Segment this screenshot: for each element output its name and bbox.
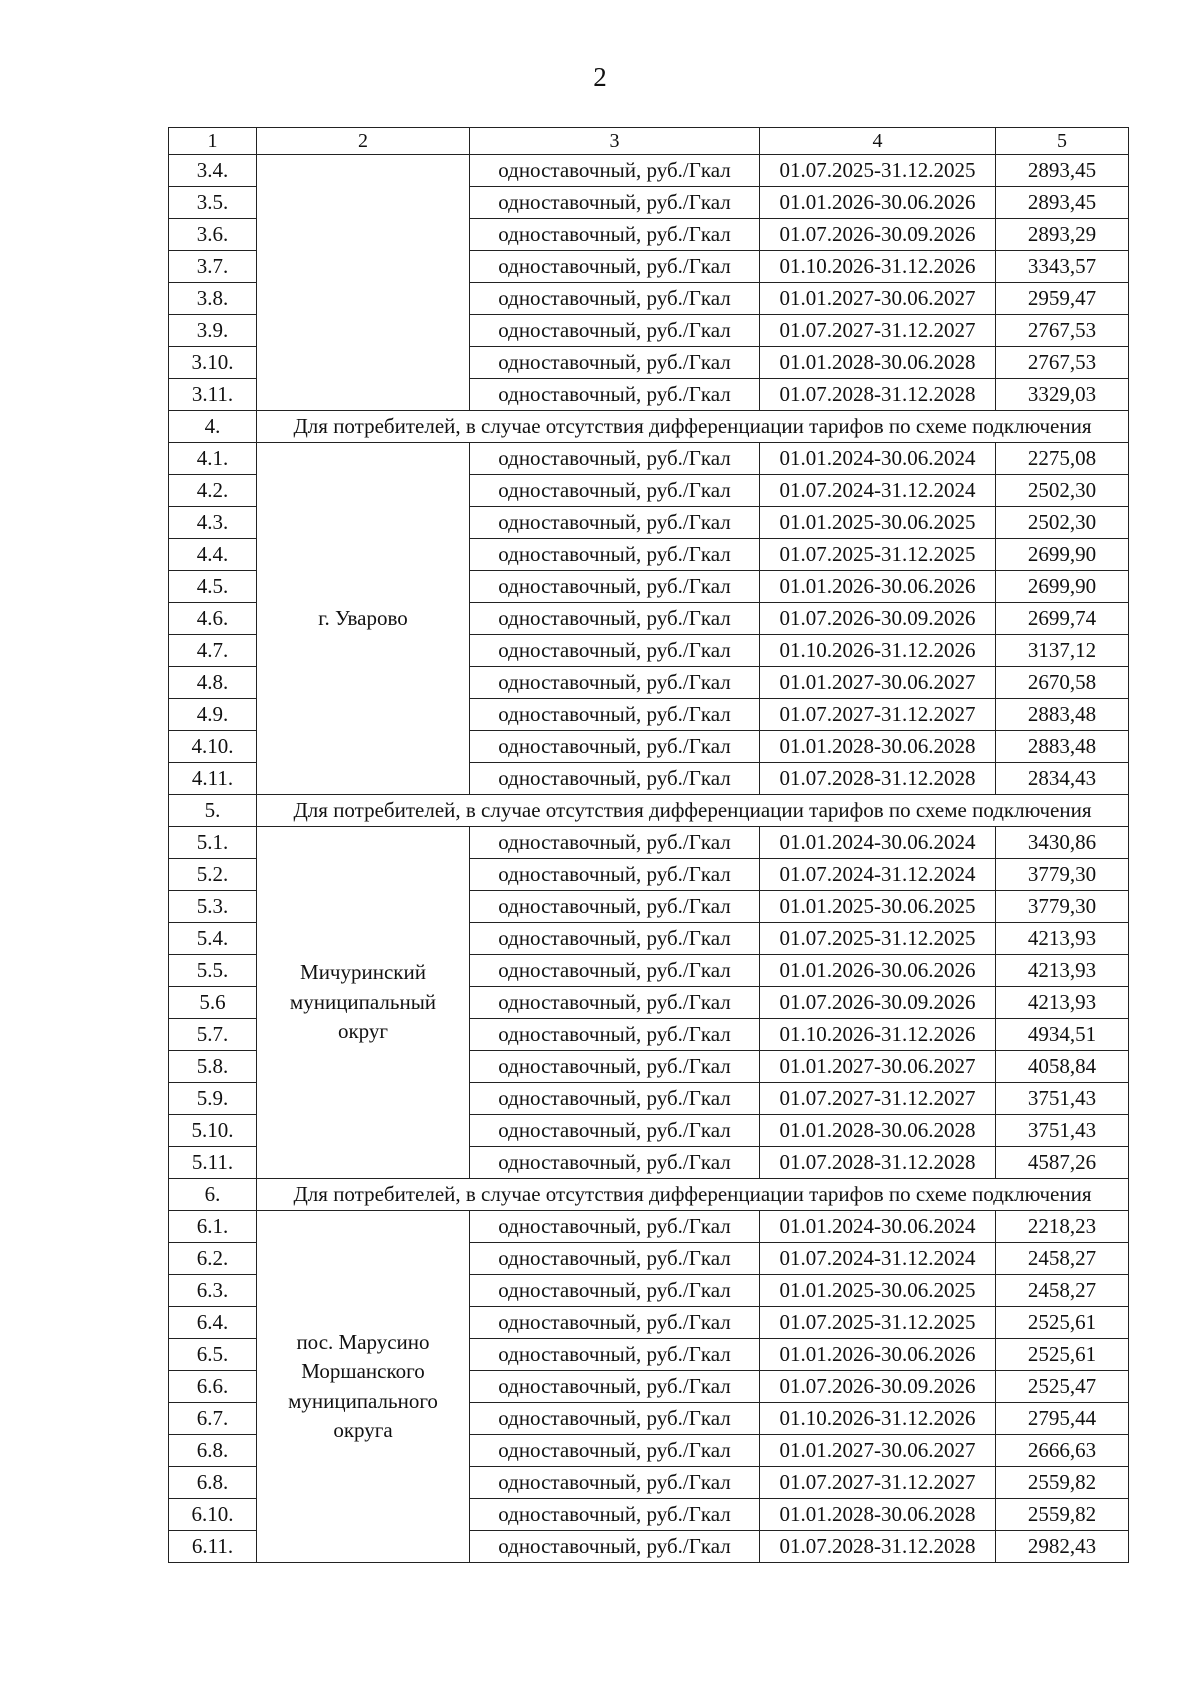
validity-period: 01.10.2026-31.12.2026 bbox=[760, 635, 996, 667]
validity-period: 01.01.2024-30.06.2024 bbox=[760, 1211, 996, 1243]
validity-period: 01.01.2027-30.06.2027 bbox=[760, 667, 996, 699]
validity-period: 01.01.2028-30.06.2028 bbox=[760, 347, 996, 379]
rate-type: одноставочный, руб./Гкал bbox=[470, 1051, 760, 1083]
validity-period: 01.01.2025-30.06.2025 bbox=[760, 891, 996, 923]
tariff-value: 3137,12 bbox=[996, 635, 1129, 667]
section-header-row bbox=[169, 1179, 1129, 1211]
page-number: 2 bbox=[593, 62, 607, 92]
section-number: 5. bbox=[169, 795, 257, 827]
tariff-value: 2525,61 bbox=[996, 1339, 1129, 1371]
validity-period: 01.07.2028-31.12.2028 bbox=[760, 1147, 996, 1179]
row-number: 4.5. bbox=[169, 571, 257, 603]
tariff-value: 2502,30 bbox=[996, 475, 1129, 507]
tariff-value: 3751,43 bbox=[996, 1115, 1129, 1147]
tariff-value: 2893,45 bbox=[996, 187, 1129, 219]
rate-type: одноставочный, руб./Гкал bbox=[470, 891, 760, 923]
place-name: Мичуринский муниципальный округ bbox=[257, 827, 470, 1179]
tariff-value: 2767,53 bbox=[996, 315, 1129, 347]
row-number: 4.11. bbox=[169, 763, 257, 795]
validity-period: 01.07.2026-30.09.2026 bbox=[760, 987, 996, 1019]
rate-type: одноставочный, руб./Гкал bbox=[470, 1403, 760, 1435]
tariff-value: 3751,43 bbox=[996, 1083, 1129, 1115]
rate-type: одноставочный, руб./Гкал bbox=[470, 1435, 760, 1467]
row-number: 6.6. bbox=[169, 1371, 257, 1403]
row-number: 6.3. bbox=[169, 1275, 257, 1307]
tariff-value: 2458,27 bbox=[996, 1243, 1129, 1275]
section-description: Для потребителей, в случае отсутствия дифференциации тарифов по схеме подключения bbox=[257, 411, 1129, 443]
validity-period: 01.07.2027-31.12.2027 bbox=[760, 1467, 996, 1499]
validity-period: 01.01.2025-30.06.2025 bbox=[760, 1275, 996, 1307]
tariff-value: 2795,44 bbox=[996, 1403, 1129, 1435]
rate-type: одноставочный, руб./Гкал bbox=[470, 1307, 760, 1339]
rate-type: одноставочный, руб./Гкал bbox=[470, 859, 760, 891]
validity-period: 01.07.2025-31.12.2025 bbox=[760, 1307, 996, 1339]
rate-type: одноставочный, руб./Гкал bbox=[470, 763, 760, 795]
section-description: Для потребителей, в случае отсутствия дифференциации тарифов по схеме подключения bbox=[257, 1179, 1129, 1211]
tariff-value: 2699,74 bbox=[996, 603, 1129, 635]
row-number: 4.6. bbox=[169, 603, 257, 635]
column-number: 3 bbox=[470, 128, 760, 155]
tariff-value: 4213,93 bbox=[996, 955, 1129, 987]
row-number: 5.3. bbox=[169, 891, 257, 923]
validity-period: 01.07.2026-30.09.2026 bbox=[760, 1371, 996, 1403]
row-number: 5.7. bbox=[169, 1019, 257, 1051]
validity-period: 01.10.2026-31.12.2026 bbox=[760, 251, 996, 283]
row-number: 5.4. bbox=[169, 923, 257, 955]
validity-period: 01.07.2027-31.12.2027 bbox=[760, 699, 996, 731]
column-number-row bbox=[169, 128, 1129, 155]
validity-period: 01.01.2027-30.06.2027 bbox=[760, 1435, 996, 1467]
rate-type: одноставочный, руб./Гкал bbox=[470, 1275, 760, 1307]
validity-period: 01.01.2026-30.06.2026 bbox=[760, 187, 996, 219]
validity-period: 01.01.2028-30.06.2028 bbox=[760, 1115, 996, 1147]
tariff-value: 2893,45 bbox=[996, 155, 1129, 187]
validity-period: 01.07.2028-31.12.2028 bbox=[760, 763, 996, 795]
validity-period: 01.07.2025-31.12.2025 bbox=[760, 923, 996, 955]
tariff-value: 2883,48 bbox=[996, 731, 1129, 763]
section-header-row bbox=[169, 411, 1129, 443]
rate-type: одноставочный, руб./Гкал bbox=[470, 699, 760, 731]
column-number: 5 bbox=[996, 128, 1129, 155]
row-number: 3.6. bbox=[169, 219, 257, 251]
tariff-value: 2525,61 bbox=[996, 1307, 1129, 1339]
validity-period: 01.07.2024-31.12.2024 bbox=[760, 1243, 996, 1275]
rate-type: одноставочный, руб./Гкал bbox=[470, 443, 760, 475]
rate-type: одноставочный, руб./Гкал bbox=[470, 539, 760, 571]
tariff-value: 2559,82 bbox=[996, 1499, 1129, 1531]
row-number: 4.2. bbox=[169, 475, 257, 507]
validity-period: 01.07.2024-31.12.2024 bbox=[760, 475, 996, 507]
rate-type: одноставочный, руб./Гкал bbox=[470, 283, 760, 315]
rate-type: одноставочный, руб./Гкал bbox=[470, 251, 760, 283]
tariff-value: 4213,93 bbox=[996, 923, 1129, 955]
row-number: 6.5. bbox=[169, 1339, 257, 1371]
column-number: 1 bbox=[169, 128, 257, 155]
row-number: 5.2. bbox=[169, 859, 257, 891]
tariff-row bbox=[169, 1211, 1129, 1243]
row-number: 4.3. bbox=[169, 507, 257, 539]
row-number: 5.8. bbox=[169, 1051, 257, 1083]
row-number: 4.8. bbox=[169, 667, 257, 699]
validity-period: 01.07.2027-31.12.2027 bbox=[760, 1083, 996, 1115]
rate-type: одноставочный, руб./Гкал bbox=[470, 827, 760, 859]
rate-type: одноставочный, руб./Гкал bbox=[470, 347, 760, 379]
row-number: 6.10. bbox=[169, 1499, 257, 1531]
place-name: г. Уварово bbox=[257, 443, 470, 795]
rate-type: одноставочный, руб./Гкал bbox=[470, 667, 760, 699]
validity-period: 01.01.2026-30.06.2026 bbox=[760, 571, 996, 603]
row-number: 3.7. bbox=[169, 251, 257, 283]
validity-period: 01.07.2025-31.12.2025 bbox=[760, 539, 996, 571]
rate-type: одноставочный, руб./Гкал bbox=[470, 571, 760, 603]
validity-period: 01.01.2027-30.06.2027 bbox=[760, 283, 996, 315]
rate-type: одноставочный, руб./Гкал bbox=[470, 955, 760, 987]
rate-type: одноставочный, руб./Гкал bbox=[470, 1115, 760, 1147]
tariff-value: 2670,58 bbox=[996, 667, 1129, 699]
tariff-value: 2699,90 bbox=[996, 539, 1129, 571]
row-number: 3.4. bbox=[169, 155, 257, 187]
validity-period: 01.10.2026-31.12.2026 bbox=[760, 1403, 996, 1435]
column-number: 4 bbox=[760, 128, 996, 155]
rate-type: одноставочный, руб./Гкал bbox=[470, 507, 760, 539]
tariff-table bbox=[168, 127, 1129, 1563]
tariff-value: 3329,03 bbox=[996, 379, 1129, 411]
rate-type: одноставочный, руб./Гкал bbox=[470, 987, 760, 1019]
rate-type: одноставочный, руб./Гкал bbox=[470, 1083, 760, 1115]
validity-period: 01.01.2025-30.06.2025 bbox=[760, 507, 996, 539]
tariff-value: 2666,63 bbox=[996, 1435, 1129, 1467]
place-name: пос. Марусино Моршанского муниципального округа bbox=[257, 1211, 470, 1563]
row-number: 3.9. bbox=[169, 315, 257, 347]
row-number: 5.9. bbox=[169, 1083, 257, 1115]
rate-type: одноставочный, руб./Гкал bbox=[470, 1531, 760, 1563]
rate-type: одноставочный, руб./Гкал bbox=[470, 1211, 760, 1243]
row-number: 6.8. bbox=[169, 1435, 257, 1467]
tariff-value: 4058,84 bbox=[996, 1051, 1129, 1083]
tariff-value: 2883,48 bbox=[996, 699, 1129, 731]
row-number: 3.8. bbox=[169, 283, 257, 315]
tariff-table-body bbox=[169, 128, 1129, 1563]
tariff-value: 3430,86 bbox=[996, 827, 1129, 859]
rate-type: одноставочный, руб./Гкал bbox=[470, 1499, 760, 1531]
validity-period: 01.07.2027-31.12.2027 bbox=[760, 315, 996, 347]
validity-period: 01.01.2028-30.06.2028 bbox=[760, 1499, 996, 1531]
row-number: 4.10. bbox=[169, 731, 257, 763]
row-number: 5.1. bbox=[169, 827, 257, 859]
validity-period: 01.01.2026-30.06.2026 bbox=[760, 1339, 996, 1371]
tariff-value: 2699,90 bbox=[996, 571, 1129, 603]
validity-period: 01.07.2025-31.12.2025 bbox=[760, 155, 996, 187]
validity-period: 01.01.2026-30.06.2026 bbox=[760, 955, 996, 987]
row-number: 4.4. bbox=[169, 539, 257, 571]
row-number: 5.5. bbox=[169, 955, 257, 987]
rate-type: одноставочный, руб./Гкал bbox=[470, 155, 760, 187]
tariff-row bbox=[169, 155, 1129, 187]
row-number: 4.7. bbox=[169, 635, 257, 667]
tariff-value: 2502,30 bbox=[996, 507, 1129, 539]
validity-period: 01.07.2026-30.09.2026 bbox=[760, 603, 996, 635]
tariff-value: 2458,27 bbox=[996, 1275, 1129, 1307]
rate-type: одноставочный, руб./Гкал bbox=[470, 635, 760, 667]
validity-period: 01.01.2027-30.06.2027 bbox=[760, 1051, 996, 1083]
tariff-value: 2834,43 bbox=[996, 763, 1129, 795]
rate-type: одноставочный, руб./Гкал bbox=[470, 379, 760, 411]
tariff-value: 3779,30 bbox=[996, 859, 1129, 891]
validity-period: 01.07.2028-31.12.2028 bbox=[760, 1531, 996, 1563]
tariff-value: 2559,82 bbox=[996, 1467, 1129, 1499]
row-number: 3.5. bbox=[169, 187, 257, 219]
validity-period: 01.07.2028-31.12.2028 bbox=[760, 379, 996, 411]
row-number: 6.7. bbox=[169, 1403, 257, 1435]
tariff-value: 2982,43 bbox=[996, 1531, 1129, 1563]
tariff-value: 2275,08 bbox=[996, 443, 1129, 475]
rate-type: одноставочный, руб./Гкал bbox=[470, 187, 760, 219]
place-name bbox=[257, 155, 470, 411]
tariff-value: 4934,51 bbox=[996, 1019, 1129, 1051]
row-number: 4.1. bbox=[169, 443, 257, 475]
validity-period: 01.07.2024-31.12.2024 bbox=[760, 859, 996, 891]
tariff-value: 3779,30 bbox=[996, 891, 1129, 923]
tariff-value: 2525,47 bbox=[996, 1371, 1129, 1403]
row-number: 6.8. bbox=[169, 1467, 257, 1499]
row-number: 4.9. bbox=[169, 699, 257, 731]
column-number: 2 bbox=[257, 128, 470, 155]
section-description: Для потребителей, в случае отсутствия дифференциации тарифов по схеме подключения bbox=[257, 795, 1129, 827]
section-number: 4. bbox=[169, 411, 257, 443]
rate-type: одноставочный, руб./Гкал bbox=[470, 1147, 760, 1179]
rate-type: одноставочный, руб./Гкал bbox=[470, 1467, 760, 1499]
rate-type: одноставочный, руб./Гкал bbox=[470, 1019, 760, 1051]
tariff-value: 2218,23 bbox=[996, 1211, 1129, 1243]
row-number: 3.11. bbox=[169, 379, 257, 411]
validity-period: 01.01.2028-30.06.2028 bbox=[760, 731, 996, 763]
tariff-value: 2893,29 bbox=[996, 219, 1129, 251]
rate-type: одноставочный, руб./Гкал bbox=[470, 219, 760, 251]
validity-period: 01.10.2026-31.12.2026 bbox=[760, 1019, 996, 1051]
validity-period: 01.01.2024-30.06.2024 bbox=[760, 827, 996, 859]
rate-type: одноставочный, руб./Гкал bbox=[470, 731, 760, 763]
rate-type: одноставочный, руб./Гкал bbox=[470, 315, 760, 347]
tariff-value: 3343,57 bbox=[996, 251, 1129, 283]
row-number: 6.11. bbox=[169, 1531, 257, 1563]
tariff-row bbox=[169, 827, 1129, 859]
tariff-value: 4587,26 bbox=[996, 1147, 1129, 1179]
rate-type: одноставочный, руб./Гкал bbox=[470, 1339, 760, 1371]
section-number: 6. bbox=[169, 1179, 257, 1211]
rate-type: одноставочный, руб./Гкал bbox=[470, 1243, 760, 1275]
row-number: 5.10. bbox=[169, 1115, 257, 1147]
validity-period: 01.01.2024-30.06.2024 bbox=[760, 443, 996, 475]
row-number: 5.11. bbox=[169, 1147, 257, 1179]
row-number: 6.1. bbox=[169, 1211, 257, 1243]
validity-period: 01.07.2026-30.09.2026 bbox=[760, 219, 996, 251]
tariff-row bbox=[169, 443, 1129, 475]
section-header-row bbox=[169, 795, 1129, 827]
rate-type: одноставочный, руб./Гкал bbox=[470, 923, 760, 955]
rate-type: одноставочный, руб./Гкал bbox=[470, 475, 760, 507]
tariff-value: 2959,47 bbox=[996, 283, 1129, 315]
tariff-value: 4213,93 bbox=[996, 987, 1129, 1019]
row-number: 5.6 bbox=[169, 987, 257, 1019]
rate-type: одноставочный, руб./Гкал bbox=[470, 603, 760, 635]
row-number: 6.2. bbox=[169, 1243, 257, 1275]
tariff-value: 2767,53 bbox=[996, 347, 1129, 379]
row-number: 6.4. bbox=[169, 1307, 257, 1339]
rate-type: одноставочный, руб./Гкал bbox=[470, 1371, 760, 1403]
row-number: 3.10. bbox=[169, 347, 257, 379]
